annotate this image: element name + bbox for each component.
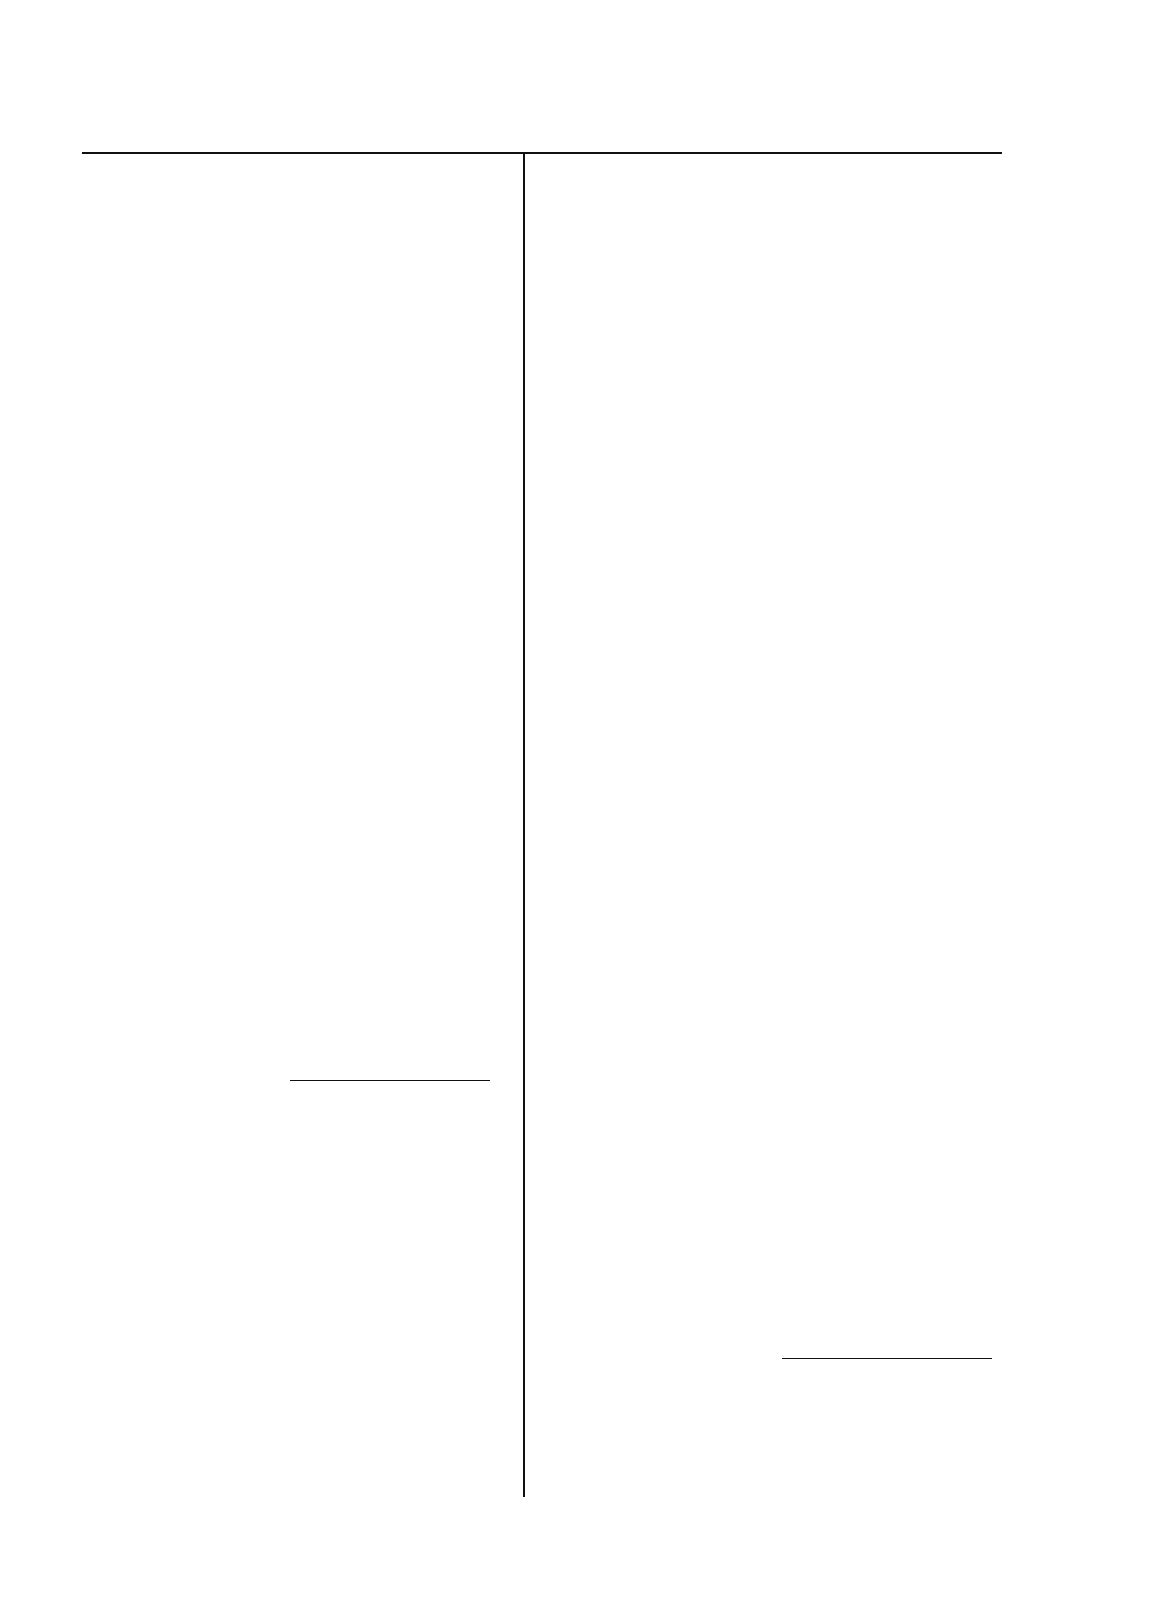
footnote-left-1: [82, 1092, 492, 1119]
footnote-rule-right: [782, 1358, 992, 1359]
header-rule: [82, 152, 1002, 154]
paragraph-gap: [82, 232, 494, 252]
footnotes-left: [82, 1092, 492, 1150]
paragraph-gap: [556, 212, 992, 232]
paragraph-gap: [82, 252, 494, 272]
paragraph-gap: [556, 172, 992, 192]
paragraph-gap: [556, 192, 992, 212]
footnote-rule-left: [290, 1080, 490, 1081]
paragraph-gap: [82, 192, 494, 212]
column-divider: [523, 152, 525, 1497]
left-column: [82, 172, 494, 272]
footnotes-right: [770, 1376, 992, 1405]
right-column: [556, 172, 992, 232]
paragraph-gap: [82, 212, 494, 232]
footnote-right-1: [770, 1376, 992, 1403]
paragraph-gap: [82, 172, 494, 192]
footnote-left-2: [82, 1121, 492, 1148]
